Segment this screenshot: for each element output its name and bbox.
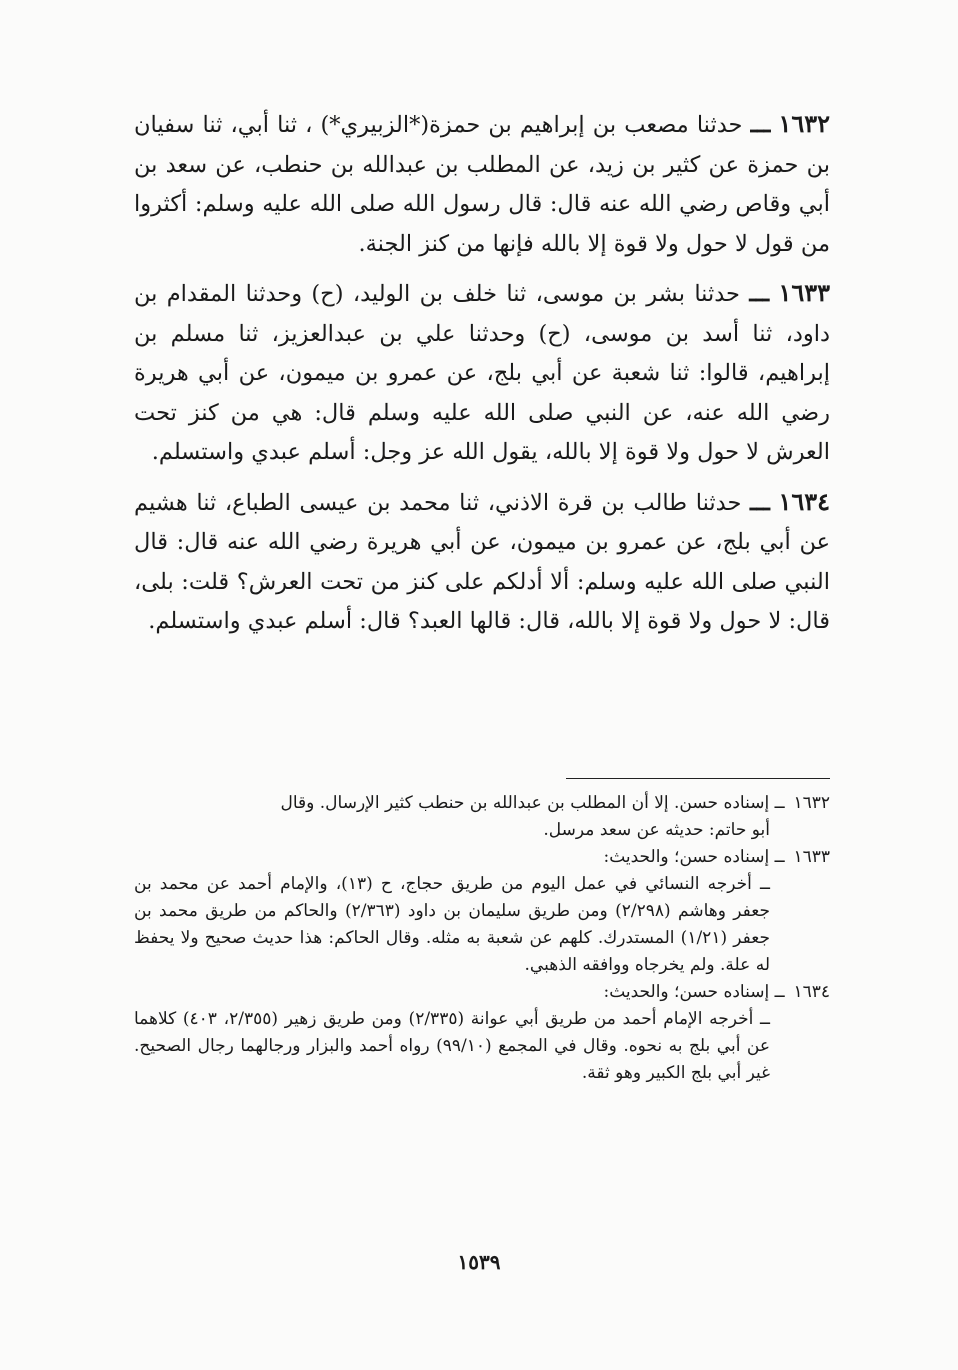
footnote-head: إسناده حسن؛ والحديث:: [603, 847, 770, 867]
hadith-1632: [134, 104, 830, 264]
footnote-dash: ــ: [774, 793, 785, 813]
footnote-divider: [566, 778, 830, 779]
footnote-head: إسناده حسن. إلا أن المطلب بن عبدالله بن حنطب كثير الإرسال. وقال: [280, 793, 770, 813]
footnote-1632: [134, 790, 830, 844]
hadith-number: ١٦٣٤: [778, 486, 831, 516]
hadith-dash: ـــ: [749, 281, 770, 307]
hadith-text: حدثنا طالب بن قرة الاذني، ثنا محمد بن عيسى الطباع، ثنا هشيم عن أبي بلج، عن عمرو بن ميمون، عن أبي هريرة رضي الله عنه قال: قال النبي صلى الله عليه وسلم: ألا أدلكم على كنز من تحت العرش؟ قلت: بلى، قال: لا حول ولا قوة إلا بالله، قال: قالها العبد؟ قال: أسلم عبدي واستسلم.: [134, 489, 830, 634]
footnote-text: ــ أخرجه الإمام أحمد من طريق أبي عوانة (٢/٣٣٥) ومن طريق زهير (٢/٣٥٥، ٤٠٣) كلاهما عن أبي بلج به نحوه. وقال في المجمع (٩٩/١٠) رواه أحمد والبزار ورجالهما رجال الصحيح. غير أبي بلج الكبير وهو ثقة.: [134, 1009, 771, 1083]
hadith-dash: ـــ: [750, 112, 771, 138]
footnote-number: ١٦٣٣: [793, 847, 830, 867]
footnote-text: أبو حاتم: حديثه عن سعد مرسل.: [543, 820, 770, 840]
footnote-number: ١٦٣٤: [793, 982, 830, 1002]
main-text: [134, 104, 830, 651]
hadith-dash: ـــ: [750, 489, 770, 516]
hadith-number: ١٦٣٢: [778, 109, 831, 138]
page-number: ١٥٣٩: [457, 1250, 501, 1274]
hadith-number: ١٦٣٣: [778, 278, 831, 307]
hadith-text: حدثنا بشر بن موسى، ثنا خلف بن الوليد، (ح) وحدثنا المقدام بن داود، ثنا أسد بن موسى، (ح) وحدثنا علي بن عبدالعزيز، ثنا مسلم بن إبراهيم، قالوا: ثنا شعبة عن أبي بلج، عن عمرو بن ميمون، عن أبي هريرة رضي الله عنه، عن النبي صلى الله عليه وسلم قال: هي من كنز تحت العرش لا حول ولا قوة إلا بالله، يقول الله عز وجل: أسلم عبدي واستسلم.: [134, 281, 830, 465]
hadith-1634: [134, 482, 830, 642]
footnote-head: إسناده حسن؛ والحديث:: [603, 982, 770, 1002]
footnote-dash: ــ: [774, 982, 785, 1002]
footnotes: [134, 790, 830, 1087]
hadith-text: حدثنا مصعب بن إبراهيم بن حمزة(*الزبيري*) ، ثنا أبي، ثنا سفيان بن حمزة عن كثير بن زيد، عن المطلب بن عبدالله بن حنطب، عن سعد بن أبي وقاص رضي الله عنه قال: قال رسول الله صلى الله عليه وسلم: أكثروا من قول لا حول ولا قوة إلا بالله فإنها من كنز الجنة.: [134, 112, 830, 257]
footnote-1634: [134, 979, 830, 1087]
hadith-1633: [134, 273, 830, 473]
footnote-1633: [134, 844, 830, 979]
footnote-dash: ــ: [774, 847, 785, 867]
footnote-number: ١٦٣٢: [793, 793, 830, 813]
footnote-text: ــ أخرجه النسائي في عمل اليوم من طريق حجاج، ح (١٣)، والإمام أحمد عن محمد بن جعفر وهاشم (٢/٢٩٨) ومن طريق سليمان بن داود (٢/٣٦٣) والحاكم من طريق محمد بن جعفر (١/٢١) المستدرك. كلهم عن شعبة به مثله. وقال الحاكم: هذا حديث صحيح ولا يحفظ له علة. ولم يخرجاه ووافقه الذهبي.: [134, 874, 770, 975]
